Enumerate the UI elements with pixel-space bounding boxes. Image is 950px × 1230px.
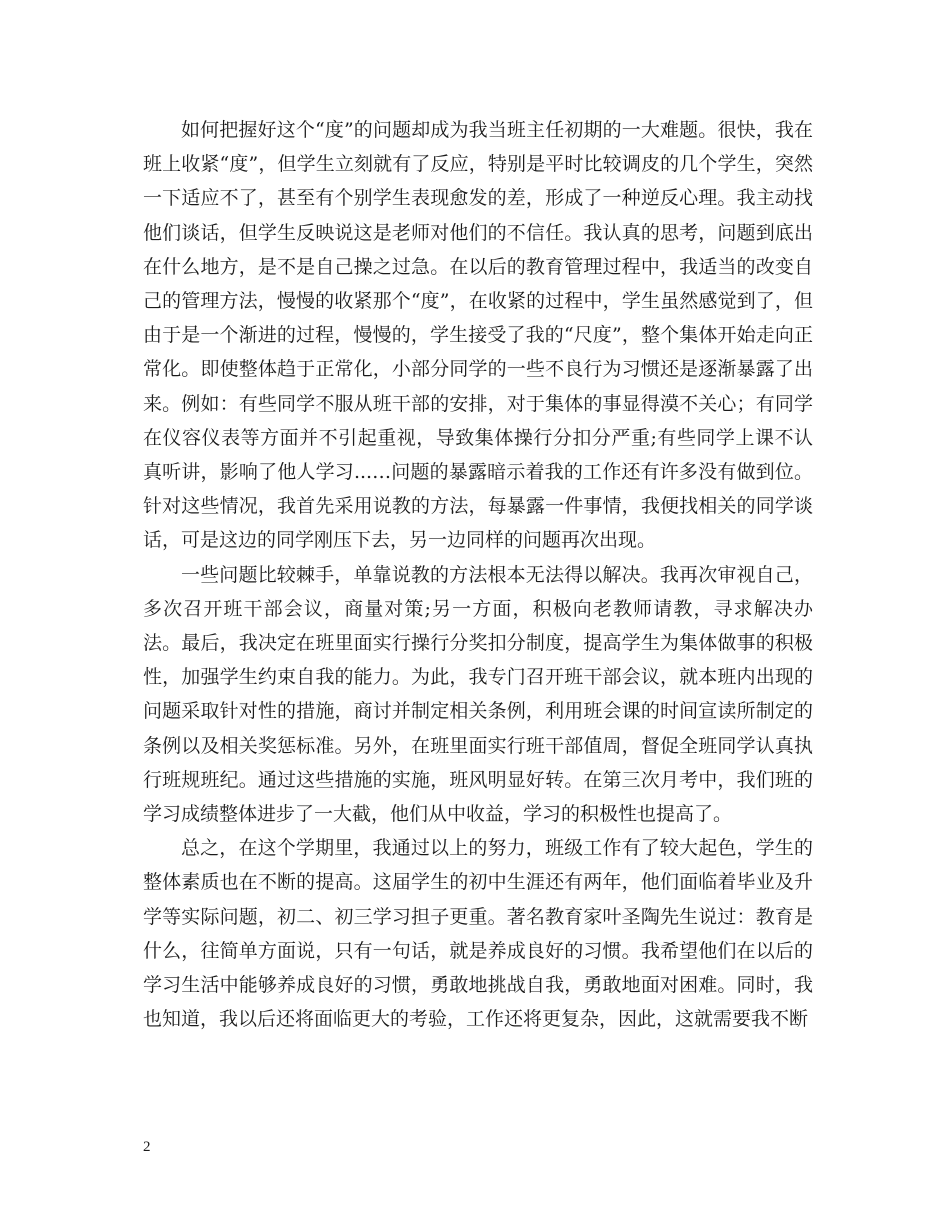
paragraph-3: 总之，在这个学期里，我通过以上的努力，班级工作有了较大起色，学生的整体素质也在不断的提高。这届学生的初中生涯还有两年，他们面临着毕业及升学等实际问题，初二、初三学习担子更重。著名教育家叶圣陶先生说过：教育是什么，往简单方面说，只有一句话，就是养成良好的习惯。我希望他们在以后的学习生活中能够养成良好的习惯，勇敢地挑战自我，勇敢地面对困难。同时，我也知道，我以后还将面临更大的考验，工作还将更复杂，因此，这就需要我不断 [143,837,813,1031]
body-text [143,113,813,1036]
page-number: 2 [143,1139,151,1155]
paragraph-1: 如何把握好这个“度”的问题却成为我当班主任初期的一大难题。很快，我在班上收紧“度”，但学生立刻就有了反应，特别是平时比较调皮的几个学生，突然一下适应不了，甚至有个别学生表现愈发的差，形成了一种逆反心理。我主动找他们谈话，但学生反映说这是老师对他们的不信任。我认真的思考，问题到底出在什么地方，是不是自己操之过急。在以后的教育管理过程中，我适当的改变自己的管理方法，慢慢的收紧那个“度”，在收紧的过程中，学生虽然感觉到了，但由于是一个渐进的过程，慢慢的，学生接受了我的“尺度”，整个集体开始走向正常化。即使整体趋于正常化，小部分同学的一些不良行为习惯还是逐渐暴露了出来。例如：有些同学不服从班干部的安排，对于集体的事显得漠不关心；有同学在仪容仪表等方面并不引起重视，导致集体操行分扣分严重;有些同学上课不认真听讲，影响了他人学习...…问题的暴露暗示着我的工作还有许多没有做到位。针对这些情况，我首先采用说教的方法，每暴露一件事情，我便找相关的同学谈话，可是这边的同学刚压下去，另一边同样的问题再次出现。 [143,119,813,552]
paragraph-2: 一些问题比较棘手，单靠说教的方法根本无法得以解决。我再次审视自己，多次召开班干部会议，商量对策;另一方面，积极向老教师请教，寻求解决办法。最后，我决定在班里面实行操行分奖扣分制度，提高学生为集体做事的积极性，加强学生约束自我的能力。为此，我专门召开班干部会议，就本班内出现的问题采取针对性的措施，商讨并制定相关条例，利用班会课的时间宣读所制定的条例以及相关奖惩标准。另外，在班里面实行班干部值周，督促全班同学认真执行班规班纪。通过这些措施的实施，班风明显好转。在第三次月考中，我们班的学习成绩整体进步了一大截，他们从中收益，学习的积极性也提高了。 [143,563,813,826]
